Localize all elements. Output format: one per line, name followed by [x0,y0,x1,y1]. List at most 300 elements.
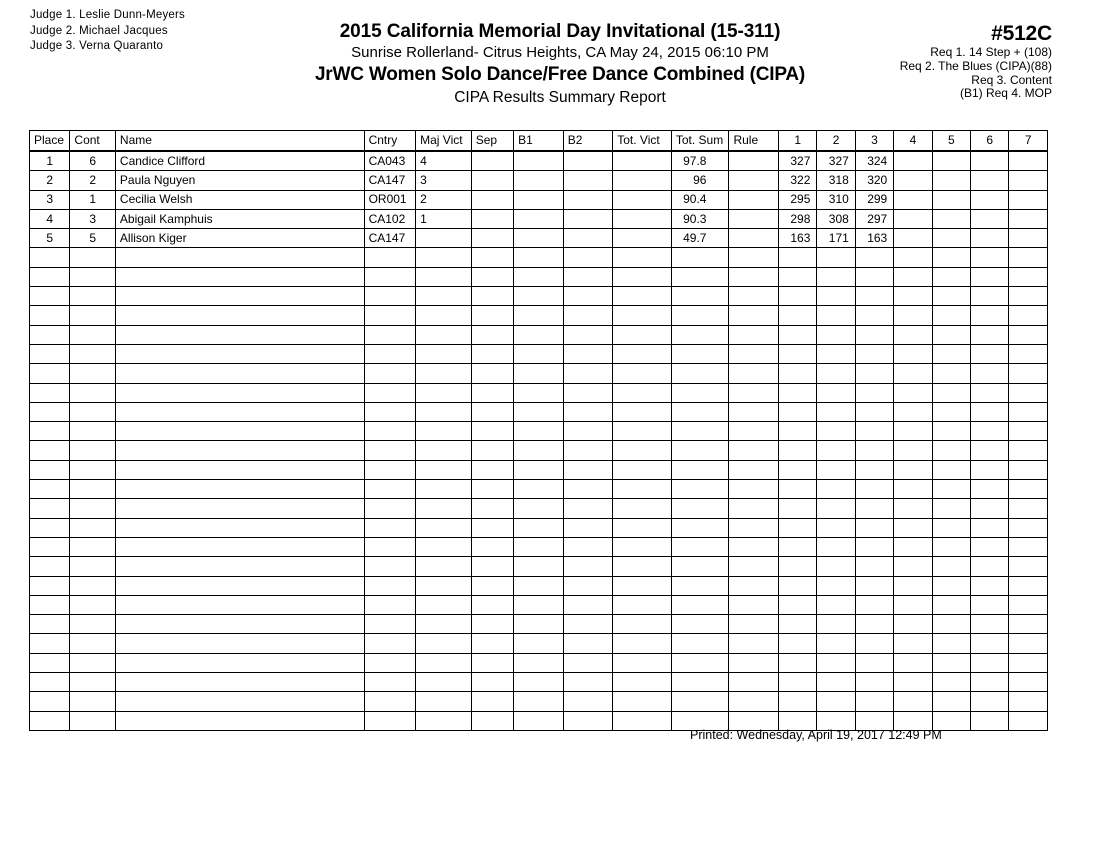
cell-empty [971,615,1009,634]
cell-empty [671,287,729,306]
cell-empty [471,460,513,479]
cell-empty [729,557,779,576]
table-row-empty[interactable] [30,518,1048,537]
cell-empty [364,383,416,402]
column-header-sep: Sep [471,131,513,152]
cell-empty [471,615,513,634]
cell-empty [115,248,364,267]
cell-empty [70,673,115,692]
cell-empty [1009,325,1048,344]
table-row-empty[interactable] [30,441,1048,460]
cell-empty [471,441,513,460]
column-header-name: Name [115,131,364,152]
cell-rule [729,190,779,209]
cell-empty [817,480,855,499]
cell-empty [416,692,472,711]
cell-empty [471,653,513,672]
cell-empty [563,402,613,421]
column-header-maj-vict: Maj Vict [416,131,472,152]
cell-empty [416,557,472,576]
table-row-empty[interactable] [30,422,1048,441]
cell-empty [613,576,672,595]
table-row-empty[interactable] [30,344,1048,363]
cell-empty [563,383,613,402]
column-header-cont: Cont [70,131,115,152]
cell-empty [563,615,613,634]
table-row[interactable] [30,171,1048,190]
cell-empty [894,557,932,576]
cell-empty [971,537,1009,556]
cell-empty [70,615,115,634]
cell-empty [779,402,817,421]
cell-empty [932,557,970,576]
cell-judge-6 [971,190,1009,209]
cell-empty [613,537,672,556]
cell-empty [1009,537,1048,556]
cell-tot-sum: 90.4 [671,190,729,209]
cell-empty [817,402,855,421]
cell-empty [416,248,472,267]
requirement-text: Req 3. Content [971,72,1052,87]
cell-empty [932,615,970,634]
cell-empty [416,711,472,730]
cell-empty [817,634,855,653]
cell-empty [514,673,564,692]
cell-empty [30,402,70,421]
cell-place: 2 [30,171,70,190]
cell-empty [70,557,115,576]
cell-empty [894,287,932,306]
cell-empty [729,402,779,421]
cell-empty [971,518,1009,537]
cell-empty [115,287,364,306]
cell-empty [729,634,779,653]
table-row-empty[interactable] [30,364,1048,383]
cell-empty [115,595,364,614]
requirement-item [900,46,1052,60]
cell-empty [471,325,513,344]
cell-empty [613,673,672,692]
cell-empty [70,480,115,499]
cell-empty [416,480,472,499]
cell-empty [855,364,893,383]
cell-empty [971,267,1009,286]
cell-empty [932,402,970,421]
cell-empty [729,267,779,286]
cell-empty [30,460,70,479]
table-row-empty[interactable] [30,595,1048,614]
cell-judge-2: 171 [817,229,855,248]
cell-empty [613,402,672,421]
cell-empty [1009,576,1048,595]
cell-sep [471,171,513,190]
cell-empty [894,441,932,460]
cell-empty [563,344,613,363]
cell-empty [70,499,115,518]
cell-empty [364,344,416,363]
cell-judge-6 [971,229,1009,248]
cell-empty [416,267,472,286]
cell-tot-vict [613,209,672,228]
table-row-empty[interactable] [30,653,1048,672]
cell-empty [779,499,817,518]
cell-empty [779,306,817,325]
cell-empty [779,364,817,383]
table-row-empty[interactable] [30,480,1048,499]
cell-empty [115,441,364,460]
cell-empty [471,576,513,595]
cell-rule [729,151,779,171]
cell-empty [729,537,779,556]
cell-empty [70,711,115,730]
cell-tot-vict [613,190,672,209]
cell-empty [855,557,893,576]
cell-empty [855,287,893,306]
cell-empty [729,595,779,614]
cell-empty [894,595,932,614]
cell-b2 [563,171,613,190]
cell-empty [779,383,817,402]
cell-empty [671,267,729,286]
cell-empty [855,595,893,614]
cell-place: 4 [30,209,70,228]
cell-empty [416,615,472,634]
table-row-empty[interactable] [30,267,1048,286]
cell-empty [563,441,613,460]
cell-empty [817,364,855,383]
cell-empty [563,711,613,730]
cell-sep [471,229,513,248]
cell-name: Abigail Kamphuis [115,209,364,228]
cell-empty [894,325,932,344]
event-title: 2015 California Memorial Day Invitational (15-311) [339,21,781,42]
cell-cont: 1 [70,190,115,209]
cell-empty [514,364,564,383]
cell-empty [971,692,1009,711]
cell-empty [364,306,416,325]
cell-maj-vict: 4 [416,151,472,171]
cell-empty [855,480,893,499]
cell-empty [613,557,672,576]
cell-empty [894,615,932,634]
cell-empty [729,615,779,634]
event-number: #512C [991,22,1052,45]
cell-empty [971,460,1009,479]
cell-empty [30,422,70,441]
cell-empty [779,441,817,460]
cell-maj-vict [416,229,472,248]
cell-empty [894,537,932,556]
requirements-panel [900,22,1052,101]
cell-empty [971,673,1009,692]
cell-empty [817,692,855,711]
cell-empty [416,673,472,692]
cell-empty [416,306,472,325]
cell-empty [30,673,70,692]
column-header-judge-6: 6 [971,131,1009,152]
cell-empty [671,248,729,267]
table-row[interactable] [30,190,1048,209]
table-row-empty[interactable] [30,634,1048,653]
cell-empty [817,344,855,363]
cell-empty [115,615,364,634]
report-header [180,20,940,109]
cell-empty [971,499,1009,518]
cell-empty [514,248,564,267]
cell-empty [30,692,70,711]
cell-empty [779,422,817,441]
cell-empty [471,692,513,711]
cell-empty [855,653,893,672]
cell-empty [416,518,472,537]
cell-empty [416,499,472,518]
cell-empty [30,711,70,730]
cell-empty [1009,344,1048,363]
cell-judge-7 [1009,151,1048,171]
cell-empty [779,537,817,556]
cell-empty [932,267,970,286]
cell-empty [563,267,613,286]
cell-empty [416,402,472,421]
cell-empty [671,441,729,460]
table-row-empty[interactable] [30,537,1048,556]
table-row[interactable] [30,229,1048,248]
cell-judge-5 [932,209,970,228]
table-row-empty[interactable] [30,287,1048,306]
cell-empty [416,634,472,653]
cell-empty [932,480,970,499]
cell-empty [514,653,564,672]
cell-empty [30,499,70,518]
cell-empty [30,325,70,344]
cell-empty [932,383,970,402]
table-row-empty[interactable] [30,576,1048,595]
cell-cntry: CA102 [364,209,416,228]
cell-empty [779,634,817,653]
cell-empty [115,634,364,653]
cell-empty [364,537,416,556]
cell-empty [613,267,672,286]
cell-rule [729,209,779,228]
cell-empty [855,441,893,460]
cell-empty [729,576,779,595]
table-row-empty[interactable] [30,248,1048,267]
cell-empty [971,306,1009,325]
cell-empty [729,287,779,306]
cell-empty [729,692,779,711]
cell-empty [1009,422,1048,441]
cell-empty [1009,711,1048,730]
cell-maj-vict: 1 [416,209,472,228]
cell-empty [613,287,672,306]
cell-judge-6 [971,171,1009,190]
cell-empty [1009,267,1048,286]
cell-empty [514,537,564,556]
cell-empty [1009,499,1048,518]
cell-empty [971,557,1009,576]
cell-empty [514,692,564,711]
cell-empty [779,287,817,306]
cell-judge-7 [1009,190,1048,209]
cell-empty [932,422,970,441]
cell-empty [855,615,893,634]
cell-empty [855,344,893,363]
cell-empty [70,441,115,460]
table-row[interactable] [30,209,1048,228]
cell-empty [855,692,893,711]
cell-empty [613,248,672,267]
cell-empty [70,460,115,479]
cell-empty [364,364,416,383]
cell-empty [855,673,893,692]
cell-empty [115,325,364,344]
cell-empty [671,692,729,711]
cell-empty [563,364,613,383]
cell-place: 5 [30,229,70,248]
cell-empty [817,595,855,614]
table-row-empty[interactable] [30,306,1048,325]
cell-empty [613,383,672,402]
cell-empty [932,537,970,556]
cell-empty [729,422,779,441]
cell-judge-3: 297 [855,209,893,228]
cell-empty [855,422,893,441]
cell-cntry: CA147 [364,171,416,190]
cell-judge-7 [1009,229,1048,248]
cell-empty [894,673,932,692]
cell-judge-5 [932,229,970,248]
cell-empty [514,634,564,653]
cell-empty [932,364,970,383]
cell-empty [471,673,513,692]
cell-empty [855,518,893,537]
table-row-empty[interactable] [30,499,1048,518]
cell-empty [514,267,564,286]
table-row-empty[interactable] [30,673,1048,692]
cell-empty [613,692,672,711]
cell-empty [563,422,613,441]
cell-empty [855,248,893,267]
cell-empty [671,518,729,537]
cell-b1 [514,229,564,248]
cell-empty [729,364,779,383]
requirement-text: Req 2. The Blues (CIPA)(88) [899,58,1052,73]
cell-empty [894,499,932,518]
cell-judge-2: 327 [817,151,855,171]
cell-empty [364,248,416,267]
cell-sep [471,209,513,228]
cell-empty [471,306,513,325]
table-row-empty[interactable] [30,325,1048,344]
table-row-empty[interactable] [30,692,1048,711]
cell-empty [30,615,70,634]
cell-empty [514,441,564,460]
cell-tot-vict [613,229,672,248]
table-row-empty[interactable] [30,402,1048,421]
cell-empty [613,460,672,479]
cell-empty [779,460,817,479]
cell-empty [364,711,416,730]
cell-b1 [514,209,564,228]
cell-empty [817,557,855,576]
cell-empty [1009,441,1048,460]
table-row-empty[interactable] [30,383,1048,402]
table-row-empty[interactable] [30,615,1048,634]
cell-empty [364,325,416,344]
cell-empty [364,634,416,653]
cell-empty [855,537,893,556]
cell-judge-4 [894,229,932,248]
cell-b1 [514,151,564,171]
cell-empty [671,499,729,518]
cell-empty [671,480,729,499]
cell-empty [613,306,672,325]
cell-empty [30,344,70,363]
cell-empty [115,480,364,499]
cell-judge-3: 324 [855,151,893,171]
cell-empty [855,267,893,286]
cell-empty [971,480,1009,499]
report-title: CIPA Results Summary Report [454,89,666,106]
cell-cont: 5 [70,229,115,248]
cell-empty [563,692,613,711]
cell-empty [70,248,115,267]
cell-empty [563,557,613,576]
requirement-prefix: (B1) [959,86,986,101]
cell-empty [70,653,115,672]
cell-empty [817,422,855,441]
cell-empty [1009,364,1048,383]
cell-empty [514,306,564,325]
cell-empty [471,383,513,402]
judge-line: Judge 1. Leslie Dunn-Meyers [30,9,185,21]
cell-empty [932,344,970,363]
cell-empty [971,364,1009,383]
cell-empty [70,692,115,711]
table-row-empty[interactable] [30,557,1048,576]
table-row[interactable] [30,151,1048,171]
cell-judge-5 [932,151,970,171]
cell-name: Allison Kiger [115,229,364,248]
cell-empty [613,615,672,634]
cell-place: 1 [30,151,70,171]
cell-empty [932,653,970,672]
cell-tot-vict [613,151,672,171]
cell-empty [416,287,472,306]
cell-empty [779,344,817,363]
cell-empty [115,267,364,286]
cell-empty [779,518,817,537]
cell-empty [115,576,364,595]
column-header-place: Place [30,131,70,152]
cell-empty [671,383,729,402]
column-header-tot-sum: Tot. Sum [671,131,729,152]
cell-empty [971,634,1009,653]
cell-empty [471,480,513,499]
cell-empty [364,653,416,672]
cell-empty [416,441,472,460]
cell-empty [471,557,513,576]
cell-tot-sum: 96 [671,171,729,190]
cell-maj-vict: 3 [416,171,472,190]
cell-empty [70,537,115,556]
cell-name: Cecilia Welsh [115,190,364,209]
cell-empty [115,383,364,402]
cell-judge-4 [894,171,932,190]
table-row-empty[interactable] [30,460,1048,479]
cell-empty [514,499,564,518]
cell-empty [817,653,855,672]
